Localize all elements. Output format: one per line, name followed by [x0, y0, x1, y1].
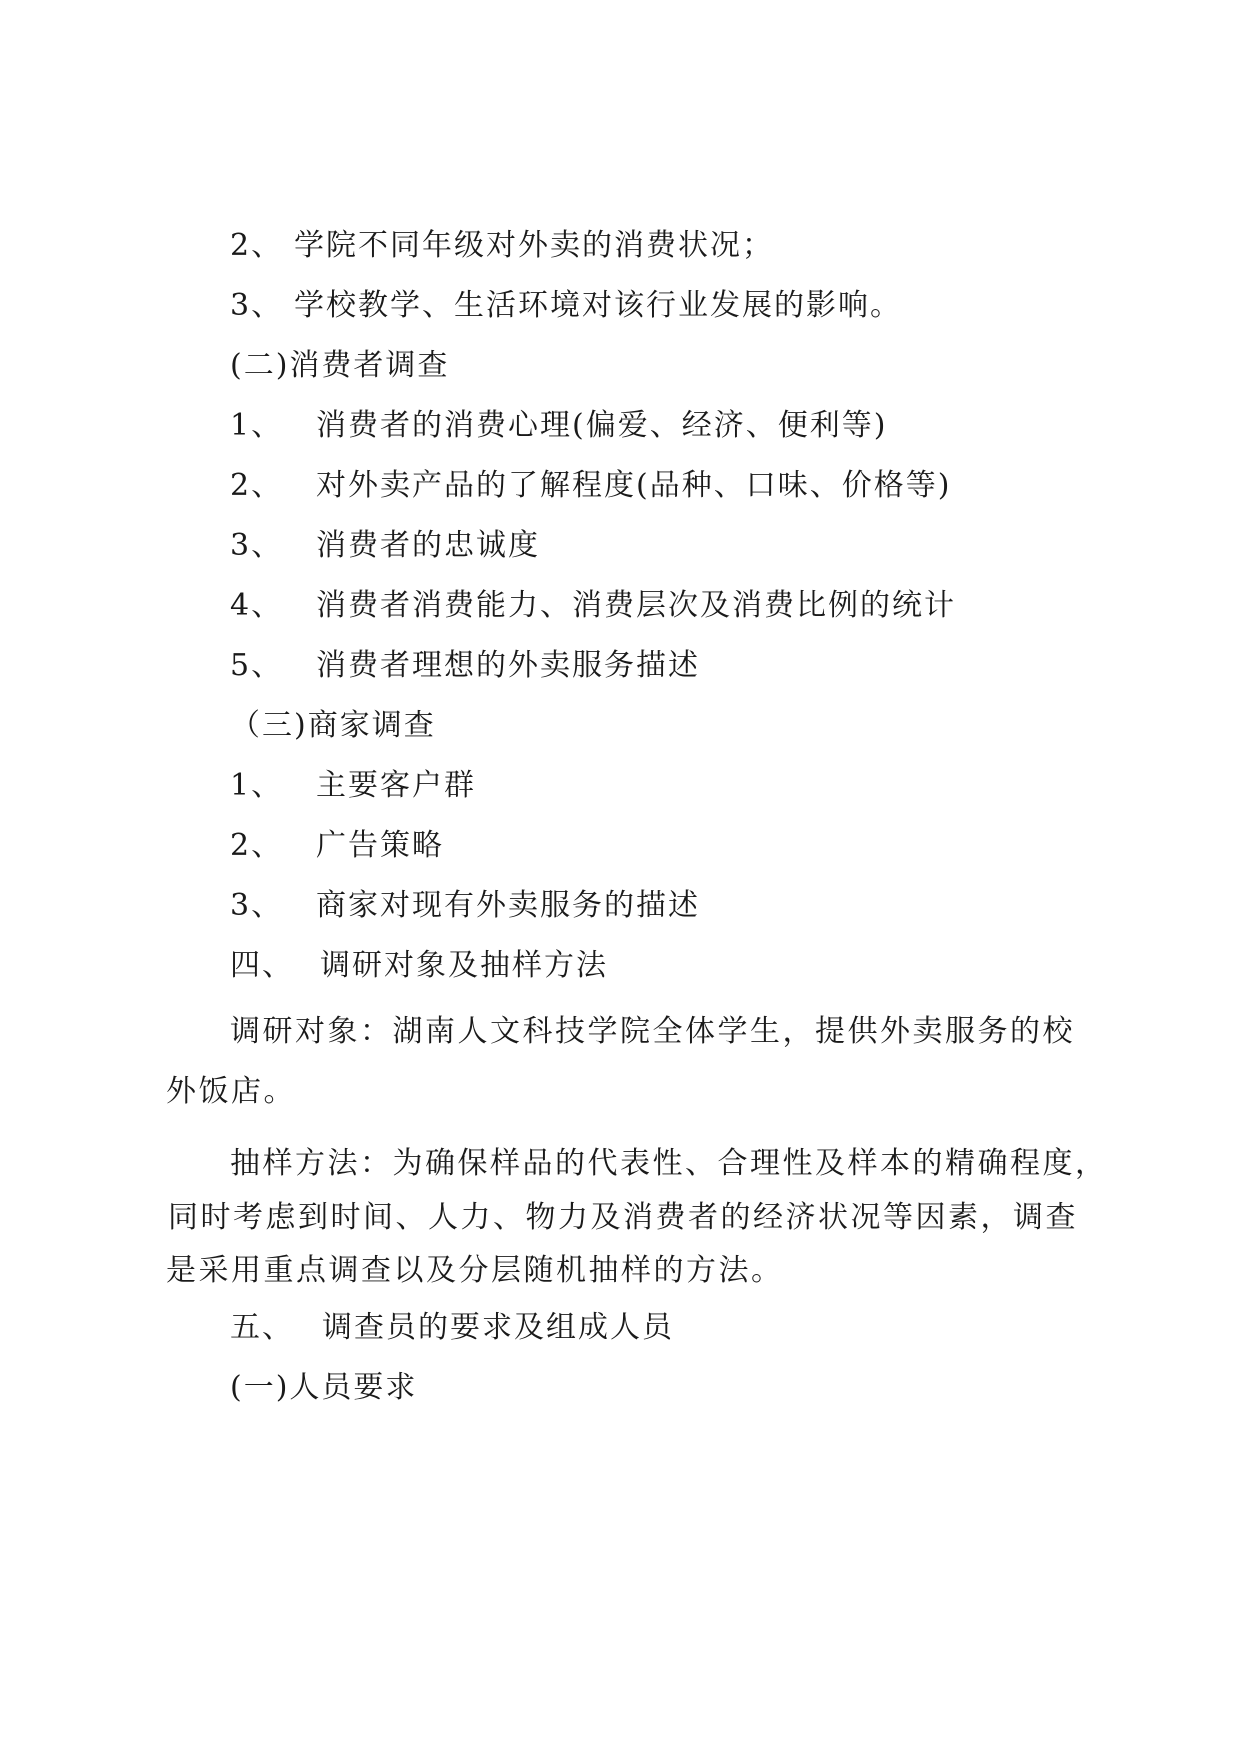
section-4-heading [230, 946, 608, 986]
item-text: 对外卖产品的了解程度(品种、口味、价格等) [316, 468, 952, 503]
merchant-survey-heading: （三)商家调查 [230, 708, 436, 743]
item-text: 商家对现有外卖服务的描述 [316, 888, 700, 923]
consumer-item-3 [230, 526, 540, 566]
item-number: 1、 [230, 408, 284, 443]
item-number: 3、 [230, 888, 284, 923]
item-number: 3、 [230, 288, 284, 323]
item-text: 消费者的忠诚度 [316, 528, 540, 563]
sampling-method-line-1: 抽样方法：为确保样品的代表性、合理性及样本的精确程度， [230, 1146, 1108, 1181]
personnel-requirements-heading: (一)人员要求 [230, 1370, 418, 1405]
market-item-2 [230, 226, 774, 266]
item-number: 5、 [230, 648, 284, 683]
section-title: 调研对象及抽样方法 [320, 948, 608, 983]
research-objects-line-1: 调研对象：湖南人文科技学院全体学生，提供外卖服务的校 [230, 1014, 1075, 1049]
sampling-method-line-3: 是采用重点调查以及分层随机抽样的方法。 [166, 1253, 784, 1288]
consumer-survey-heading: (二)消费者调查 [230, 348, 450, 383]
item-text: 主要客户群 [316, 768, 476, 803]
item-text: 学院不同年级对外卖的消费状况； [294, 228, 774, 263]
merchant-item-1 [230, 766, 476, 806]
research-objects-line-2: 外饭店。 [166, 1074, 296, 1109]
section-number: 五、 [230, 1310, 294, 1345]
section-number: 四、 [230, 948, 294, 983]
merchant-item-2 [230, 826, 444, 866]
item-text: 消费者消费能力、消费层次及消费比例的统计 [316, 588, 956, 623]
item-number: 2、 [230, 228, 284, 263]
item-text: 广告策略 [316, 828, 444, 863]
consumer-item-2 [230, 466, 951, 506]
section-title: 调查员的要求及组成人员 [322, 1310, 674, 1345]
item-number: 3、 [230, 528, 284, 563]
consumer-item-4 [230, 586, 956, 626]
merchant-item-3 [230, 886, 700, 926]
market-item-3 [230, 286, 902, 326]
item-text: 消费者的消费心理(偏爱、经济、便利等) [316, 408, 888, 443]
consumer-item-1 [230, 406, 887, 446]
item-number: 4、 [230, 588, 284, 623]
item-number: 2、 [230, 468, 284, 503]
section-5-heading [230, 1308, 674, 1348]
item-text: 学校教学、生活环境对该行业发展的影响。 [294, 288, 902, 323]
sampling-method-line-2: 同时考虑到时间、人力、物力及消费者的经济状况等因素，调查 [168, 1200, 1078, 1235]
item-number: 1、 [230, 768, 284, 803]
item-number: 2、 [230, 828, 284, 863]
item-text: 消费者理想的外卖服务描述 [316, 648, 700, 683]
consumer-item-5 [230, 646, 700, 686]
